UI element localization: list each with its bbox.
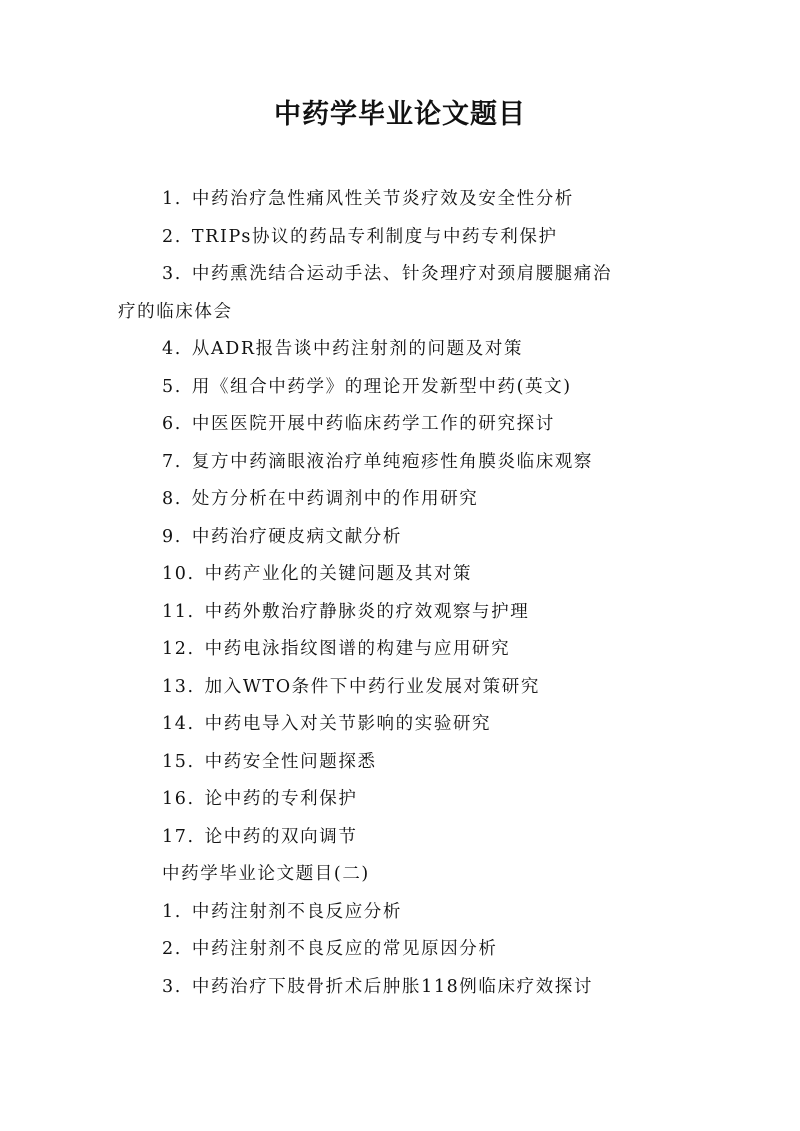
item-text: 中药电泳指纹图谱的构建与应用研究 [204, 639, 511, 659]
item-text: 处方分析在中药调剂中的作用研究 [191, 489, 479, 509]
item-number: 3. [162, 976, 182, 997]
item-text: 中药注射剂不良反应的常见原因分析 [191, 939, 498, 959]
list-item [162, 822, 800, 852]
item-text: 中药产业化的关键问题及其对策 [204, 564, 473, 584]
item-number: 1. [162, 901, 182, 922]
list-item [162, 784, 800, 814]
item-number: 8. [162, 489, 182, 509]
item-text: TRIPs协议的药品专利制度与中药专利保护 [191, 226, 558, 247]
item-number: 10. [162, 564, 195, 584]
list-item [162, 409, 800, 439]
item-text: 论中药的专利保护 [204, 789, 358, 809]
item-number: 6. [162, 414, 182, 434]
item-number: 9. [162, 526, 182, 547]
item-text: 中药电导入对关节影响的实验研究 [204, 714, 492, 734]
item-text: 加入WTO条件下中药行业发展对策研究 [204, 676, 540, 697]
item-text: 用《组合中药学》的理论开发新型中药(英文) [191, 376, 572, 397]
item-text: 中药外敷治疗静脉炎的疗效观察与护理 [204, 601, 530, 622]
item-number: 15. [162, 751, 195, 772]
section-heading [162, 859, 800, 889]
list-item [162, 334, 800, 364]
item-number: 2. [162, 939, 182, 959]
list-item [162, 747, 800, 777]
item-number: 14. [162, 714, 195, 734]
item-text: 疗的临床体会 [118, 301, 233, 322]
item-number: 1. [162, 189, 182, 209]
list-item [162, 972, 800, 1002]
list-item [162, 672, 800, 702]
item-text: 从ADR报告谈中药注射剂的问题及对策 [191, 339, 524, 359]
list-item [162, 259, 800, 289]
item-text: 中药安全性问题探悉 [204, 751, 377, 772]
list-item [162, 447, 800, 477]
list-item [162, 897, 800, 927]
item-text: 中药治疗下肢骨折术后肿胀118例临床疗效探讨 [191, 976, 594, 997]
item-text: 中药治疗急性痛风性关节炎疗效及安全性分析 [191, 189, 574, 209]
item-text: 中医医院开展中药临床药学工作的研究探讨 [191, 414, 555, 434]
item-number: 5. [162, 376, 182, 397]
item-number: 16. [162, 789, 195, 809]
item-text: 中药注射剂不良反应分析 [191, 901, 403, 922]
item-number: 13. [162, 676, 195, 697]
item-number: 12. [162, 639, 195, 659]
page-title: 中药学毕业论文题目 [274, 99, 526, 130]
list-item [162, 484, 800, 514]
item-number: 17. [162, 826, 195, 847]
section-heading-text: 中药学毕业论文题目(二) [162, 864, 370, 884]
item-number: 2. [162, 226, 182, 247]
list-item [162, 372, 800, 402]
list-item [162, 634, 800, 664]
list-item [162, 184, 800, 214]
item-number: 7. [162, 451, 182, 472]
item-text: 论中药的双向调节 [204, 826, 358, 847]
list-item [162, 222, 800, 252]
list-item [162, 597, 800, 627]
list-item [162, 934, 800, 964]
list-item [162, 709, 800, 739]
item-number: 11. [162, 601, 195, 622]
item-text: 中药熏洗结合运动手法、针灸理疗对颈肩腰腿痛治 [191, 264, 613, 284]
list-item [162, 522, 800, 552]
item-number: 3. [162, 264, 182, 284]
list-item-continuation [118, 297, 800, 327]
list-item [162, 559, 800, 589]
item-text: 中药治疗硬皮病文献分析 [191, 526, 403, 547]
item-number: 4. [162, 339, 182, 359]
item-text: 复方中药滴眼液治疗单纯疱疹性角膜炎临床观察 [191, 451, 594, 472]
